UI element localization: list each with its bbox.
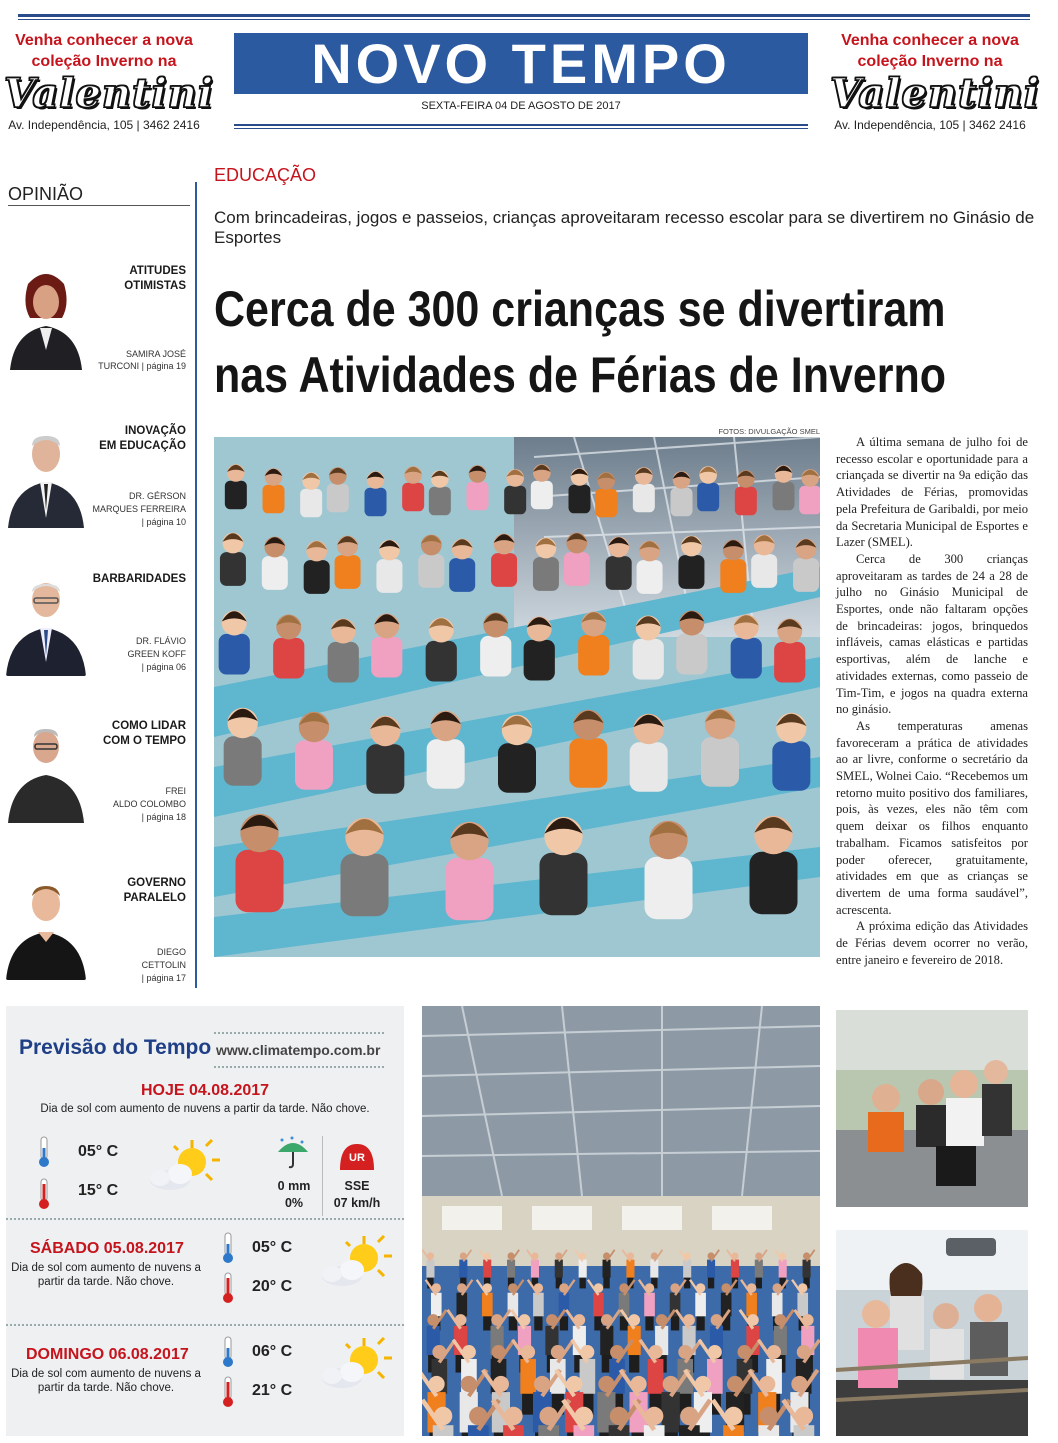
masthead-date: SEXTA-FEIRA 04 DE AGOSTO DE 2017 (421, 100, 621, 112)
article-dek: Com brincadeiras, jogos e passeios, crianças aproveitaram recesso escolar para se divertirem no Ginásio de Esportes (214, 208, 1035, 247)
columnist-photo-1 (6, 266, 86, 370)
weather-sat-max: 20° C (252, 1278, 293, 1295)
columnist-photo-4 (6, 719, 86, 823)
weather-sun-min: 06° C (252, 1343, 293, 1360)
weather-wind-dir: SSE (344, 1179, 370, 1193)
columnist-photo-3 (6, 572, 86, 676)
article-paragraph-4: A próxima edição das Atividades de Férias devem ocorrer no verão, entre janeiro e fevereiro de 2018. (836, 919, 1028, 967)
headline-line-1: Cerca de 300 crianças se divertiram (214, 281, 946, 337)
weather-dots-bottom (214, 1066, 384, 1068)
column-title-2a: INOVAÇÃO (124, 425, 186, 437)
gym-dance-photo (422, 1006, 820, 1436)
thermometer-hot-icon (222, 1272, 234, 1304)
weather-today-desc: Dia de sol com aumento de nuvens a partir da tarde. Não chove. (40, 1103, 370, 1115)
column-author-3b: GREEN KOFF (127, 649, 186, 659)
thermometer-cold-icon (222, 1336, 234, 1368)
article-paragraph-3: As temperaturas amenas favoreceram a prática de atividades ao ar livre, conforme o secretário da SMEL, Wolnei Caio. “Recebemos um retorno muito positivo dos familiares, pois, às vezes, eles não têm com quem deixar os filhos enquanto trabalham. Ficamos satisfeitos por poder oferecer, gratuitamente, atividades em que as crianças se divertem de uma forma saudável”, acrescenta. (836, 718, 1028, 917)
section-label: EDUCAÇÃO (214, 165, 317, 185)
ad-left-address: Av. Independência, 105 | 3462 2416 (8, 118, 200, 132)
masthead-rule-thin (234, 128, 808, 129)
weather-dots-top (214, 1032, 384, 1034)
top-rule (18, 14, 1030, 17)
ad-right-address: Av. Independência, 105 | 3462 2416 (834, 118, 1026, 132)
weather-today-min: 05° C (78, 1143, 119, 1160)
weather-box (6, 1006, 404, 1436)
ad-left[interactable] (4, 30, 214, 132)
column-author-5a: DIEGO (156, 947, 186, 957)
weather-sep-2 (6, 1324, 404, 1326)
thermometer-cold-icon (222, 1232, 234, 1264)
kids-bench-photo (836, 1010, 1028, 1207)
sun-cloud-icon (318, 1336, 392, 1392)
ad-right[interactable] (830, 30, 1040, 132)
article-paragraph-1: A última semana de julho foi de recesso escolar e oportunidade para a criançada se divertir na 9a edição das Atividades de Férias, promovidas pela Prefeitura de Garibaldi, por meio da Secretaria Municipal de Esportes e Lazer (SMEL). (836, 435, 1028, 550)
opinion-heading: OPINIÃO (8, 184, 84, 204)
weather-wind-speed: 07 km/h (333, 1196, 381, 1210)
weather-today-max: 15° C (78, 1182, 119, 1199)
weather-rain-mm: 0 mm (277, 1179, 311, 1193)
columnist-photo-2 (6, 424, 86, 528)
article-paragraph-2: Cerca de 300 crianças aproveitaram as tardes de 24 a 28 de julho no Ginásio Municipal de Esportes, onde não faltaram opções de brincadeiras: jogos, brinquedos infláveis, camas elásticas e partidas esportivas, além de lanche e atividades externas, como passeio de Tim-Tim, e jogos na quadra externa no ginásio. (836, 551, 1028, 717)
column-author-2c: | página 10 (141, 517, 186, 527)
article-body (836, 434, 1028, 969)
column-author-5c: | página 17 (141, 973, 186, 983)
sun-cloud-icon (146, 1138, 220, 1194)
sun-cloud-icon (318, 1234, 392, 1290)
ad-left-logo: Valentini (4, 70, 214, 117)
weather-sat-min: 05° C (252, 1239, 293, 1256)
ad-right-line2: coleção Inverno na (857, 53, 1003, 70)
weather-sat-desc-2: partir da tarde. Não chove. (37, 1276, 175, 1288)
thermometer-cold-icon (38, 1136, 50, 1168)
wind-badge-label: UR (349, 1152, 365, 1164)
weather-today-day: HOJE 04.08.2017 (140, 1082, 270, 1099)
weather-sep-1 (6, 1218, 404, 1220)
weather-rain (268, 1178, 320, 1212)
ad-left-line1: Venha conhecer a nova (15, 32, 193, 49)
sidebar-divider (195, 182, 197, 988)
ad-left-line2: coleção Inverno na (31, 53, 177, 70)
weather-title: Previsão do Tempo (19, 1036, 212, 1059)
column-author-1b: TURCONI | página 19 (98, 361, 186, 371)
column-title-4a: COMO LIDAR (111, 720, 186, 732)
top-rule-thin (18, 19, 1030, 20)
column-title-1b: OTIMISTAS (124, 280, 186, 292)
column-author-3a: DR. FLÁVIO (135, 636, 186, 646)
kids-ride-photo (836, 1230, 1028, 1436)
weather-sat-day: SÁBADO 05.08.2017 (30, 1240, 184, 1257)
column-author-4c: | página 18 (141, 812, 186, 822)
ad-right-line1: Venha conhecer a nova (841, 32, 1019, 49)
masthead-title: NOVO TEMPO (234, 33, 808, 94)
column-title-5a: GOVERNO (127, 877, 186, 889)
column-title-2b: EM EDUCAÇÃO (99, 440, 186, 452)
column-author-5b: CETTOLIN (141, 960, 186, 970)
thermometer-hot-icon (38, 1178, 50, 1210)
weather-sat-desc (8, 1261, 204, 1289)
weather-rain-pct: 0% (284, 1196, 304, 1210)
column-author-2a: DR. GÉRSON (128, 491, 186, 501)
thermometer-hot-icon (222, 1376, 234, 1408)
weather-sat-desc-1: Dia de sol com aumento de nuvens a (11, 1262, 201, 1274)
headline-line-2: nas Atividades de Férias de Inverno (214, 347, 947, 403)
opinion-rule (8, 205, 190, 206)
weather-sun-max: 21° C (252, 1382, 293, 1399)
masthead-rule (234, 124, 808, 126)
ad-right-logo: Valentini (830, 70, 1040, 117)
column-title-3a: BARBARIDADES (92, 573, 186, 585)
column-author-4a: FREI (165, 786, 186, 796)
column-title-1a: ATITUDES (129, 265, 186, 277)
weather-site-link[interactable]: www.climatempo.com.br (216, 1042, 381, 1058)
column-title-5b: PARALELO (123, 892, 186, 904)
opinion-column-5[interactable] (6, 876, 186, 986)
weather-sun-desc-1: Dia de sol com aumento de nuvens a (11, 1368, 201, 1380)
weather-divider (322, 1136, 323, 1216)
column-author-2b: MARQUES FERREIRA (92, 504, 186, 514)
column-title-4b: COM O TEMPO (102, 735, 186, 747)
opinion-column-1[interactable] (6, 264, 186, 374)
main-photo (214, 437, 820, 957)
article-headline (214, 276, 947, 408)
wind-badge-icon (338, 1142, 376, 1172)
column-author-1a: SAMIRA JOSÉ (125, 349, 186, 359)
column-author-3c: | página 06 (141, 662, 186, 672)
column-author-4b: ALDO COLOMBO (112, 799, 186, 809)
opinion-column-2[interactable] (6, 424, 186, 534)
weather-wind (326, 1178, 388, 1212)
photo-credit: FOTOS: DIVULGAÇÃO SMEL (718, 427, 820, 436)
opinion-column-4[interactable] (6, 719, 186, 829)
columnist-photo-5 (6, 876, 86, 980)
weather-sun-day: DOMINGO 06.08.2017 (26, 1346, 189, 1363)
opinion-column-3[interactable] (6, 572, 186, 682)
umbrella-rain-icon (276, 1136, 310, 1170)
weather-sun-desc-2: partir da tarde. Não chove. (37, 1382, 175, 1394)
weather-sun-desc (8, 1367, 204, 1395)
